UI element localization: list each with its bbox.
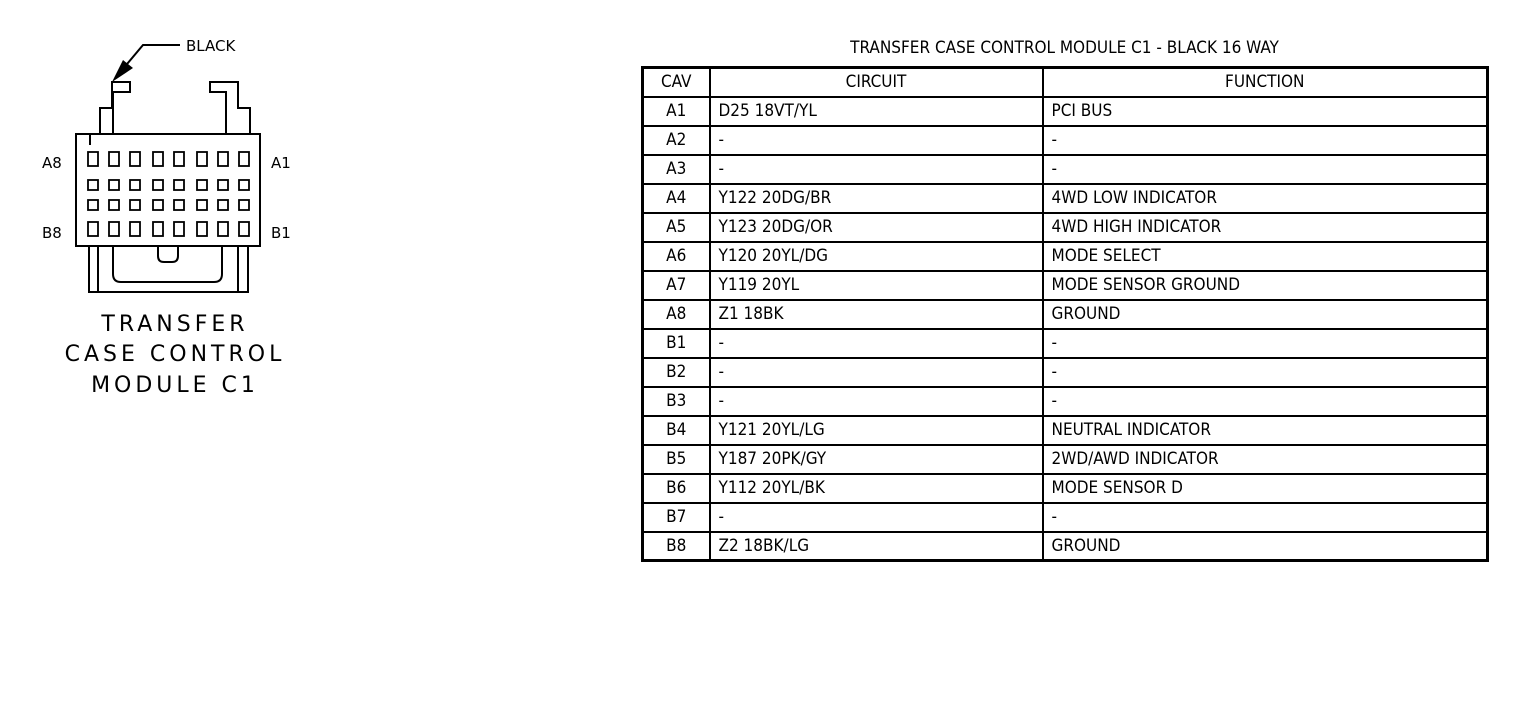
cavity <box>153 152 163 166</box>
header-cav: CAV <box>643 68 710 97</box>
cavity <box>153 200 163 210</box>
cell-circuit: Y121 20YL/LG <box>710 416 1043 445</box>
table-row <box>643 242 1488 271</box>
cavity <box>109 222 119 236</box>
cavity <box>88 180 98 190</box>
cavity <box>174 152 184 166</box>
right-latch <box>210 82 250 135</box>
connector-face-drawing <box>0 0 330 300</box>
cell-function: - <box>1043 503 1488 532</box>
table-row <box>643 358 1488 387</box>
header-function: FUNCTION <box>1043 68 1488 97</box>
connector-caption-line-3: MODULE C1 <box>91 373 259 398</box>
cell-function: MODE SENSOR GROUND <box>1043 271 1488 300</box>
cell-function: PCI BUS <box>1043 97 1488 126</box>
cell-circuit: Y187 20PK/GY <box>710 445 1043 474</box>
cell-cav: A1 <box>643 97 710 126</box>
cavity <box>218 152 228 166</box>
cell-circuit: Y123 20DG/OR <box>710 213 1043 242</box>
cell-circuit: D25 18VT/YL <box>710 97 1043 126</box>
cell-cav: A2 <box>643 126 710 155</box>
cell-cav: B4 <box>643 416 710 445</box>
left-latch <box>100 82 130 135</box>
cell-function: NEUTRAL INDICATOR <box>1043 416 1488 445</box>
cell-function: - <box>1043 155 1488 184</box>
cell-circuit: Z2 18BK/LG <box>710 532 1043 561</box>
cavity <box>174 200 184 210</box>
color-label-text: BLACK <box>186 37 236 55</box>
cell-cav: A7 <box>643 271 710 300</box>
cavity <box>239 200 249 210</box>
cavity <box>197 200 207 210</box>
connector-body <box>76 134 260 246</box>
cell-cav: B2 <box>643 358 710 387</box>
table-row <box>643 474 1488 503</box>
cell-function: 4WD LOW INDICATOR <box>1043 184 1488 213</box>
cell-cav: A6 <box>643 242 710 271</box>
cell-circuit: Y122 20DG/BR <box>710 184 1043 213</box>
table-row <box>643 271 1488 300</box>
header-circuit: CIRCUIT <box>710 68 1043 97</box>
table-row <box>643 300 1488 329</box>
cavity <box>197 152 207 166</box>
cell-cav: A5 <box>643 213 710 242</box>
cell-function: 4WD HIGH INDICATOR <box>1043 213 1488 242</box>
cell-circuit: Y112 20YL/BK <box>710 474 1043 503</box>
cavity <box>218 180 228 190</box>
cavity <box>109 180 119 190</box>
cell-function: GROUND <box>1043 300 1488 329</box>
cell-circuit: - <box>710 387 1043 416</box>
table-row <box>643 503 1488 532</box>
cell-circuit: Z1 18BK <box>710 300 1043 329</box>
cavity <box>153 222 163 236</box>
cell-circuit: Y119 20YL <box>710 271 1043 300</box>
cavity <box>88 200 98 210</box>
cell-function: - <box>1043 126 1488 155</box>
cell-cav: B8 <box>643 532 710 561</box>
cavity <box>174 222 184 236</box>
table-row <box>643 329 1488 358</box>
cavity <box>218 200 228 210</box>
cell-cav: A8 <box>643 300 710 329</box>
table-row <box>643 387 1488 416</box>
cavity <box>239 152 249 166</box>
cell-cav: B5 <box>643 445 710 474</box>
cavity <box>130 152 140 166</box>
cavity <box>218 222 228 236</box>
cavity <box>109 152 119 166</box>
pin-label-b1: B1 <box>271 224 291 242</box>
cell-cav: A3 <box>643 155 710 184</box>
table-title: TRANSFER CASE CONTROL MODULE C1 - BLACK 16 WAY <box>850 38 1279 58</box>
cell-function: GROUND <box>1043 532 1488 561</box>
cell-function: MODE SENSOR D <box>1043 474 1488 503</box>
cavity <box>130 200 140 210</box>
pin-label-a1: A1 <box>271 154 291 172</box>
cavity <box>130 180 140 190</box>
cell-circuit: - <box>710 358 1043 387</box>
cavity <box>153 180 163 190</box>
cell-cav: A4 <box>643 184 710 213</box>
table-row <box>643 184 1488 213</box>
connector-figure <box>0 0 330 420</box>
cell-function: MODE SELECT <box>1043 242 1488 271</box>
table-header-row <box>643 68 1488 97</box>
cell-function: - <box>1043 358 1488 387</box>
pin-label-a8: A8 <box>42 154 62 172</box>
arrow-head <box>112 60 133 82</box>
cell-cav: B7 <box>643 503 710 532</box>
cavity <box>130 222 140 236</box>
cell-circuit: - <box>710 155 1043 184</box>
cavity <box>88 152 98 166</box>
connector-caption-line-1: TRANSFER <box>101 312 249 337</box>
cell-function: - <box>1043 387 1488 416</box>
table-row <box>643 97 1488 126</box>
cavity <box>239 180 249 190</box>
cell-cav: B3 <box>643 387 710 416</box>
pinout-table <box>641 66 1489 562</box>
cavity <box>174 180 184 190</box>
cell-circuit: - <box>710 329 1043 358</box>
pin-label-b8: B8 <box>42 224 62 242</box>
cell-circuit: - <box>710 503 1043 532</box>
cavity <box>109 200 119 210</box>
connector-caption-line-2: CASE CONTROL <box>64 342 286 367</box>
cell-circuit: - <box>710 126 1043 155</box>
cavity-grid <box>88 152 249 236</box>
cavity <box>88 222 98 236</box>
cell-cav: B6 <box>643 474 710 503</box>
cell-function: - <box>1043 329 1488 358</box>
cavity <box>197 180 207 190</box>
table-row <box>643 213 1488 242</box>
cell-circuit: Y120 20YL/DG <box>710 242 1043 271</box>
keyway <box>113 246 222 282</box>
table-row <box>643 532 1488 561</box>
table-row <box>643 155 1488 184</box>
table-row <box>643 445 1488 474</box>
table-row <box>643 126 1488 155</box>
table-row <box>643 416 1488 445</box>
cell-function: 2WD/AWD INDICATOR <box>1043 445 1488 474</box>
cell-cav: B1 <box>643 329 710 358</box>
cavity <box>239 222 249 236</box>
cavity <box>197 222 207 236</box>
